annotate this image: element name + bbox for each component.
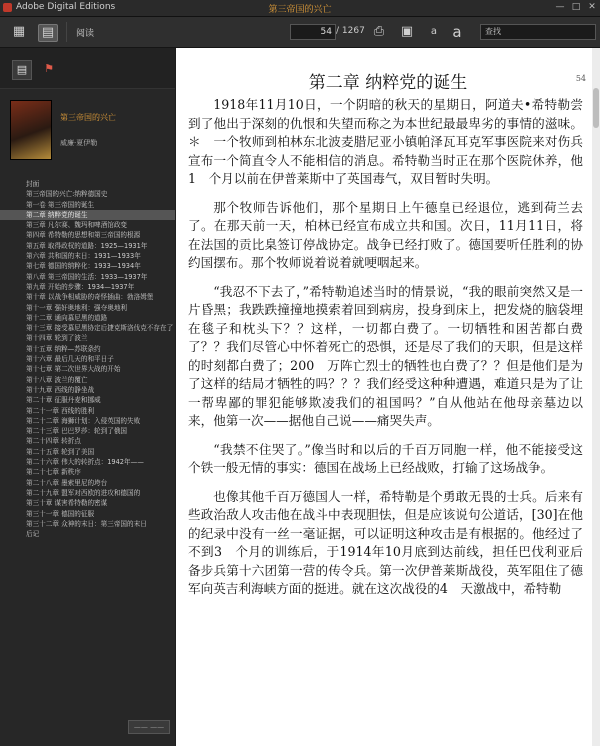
paragraph: “我忍不下去了，”希特勒追述当时的情景说，“我的眼前突然又是一片昏黑；我跌跌撞撞地摸索着回到病房，投身到床上，把发烧的脑袋埋在毯子和枕头下？？这样，一切都白费了。一切牺牲和困苦都白费了？？我们尽管心中怀着死亡的恐惧，还是尽了我们的天职，但是这样的时刻都白费了；200 万阵亡烈士的牺牲也白费了？？但是他们是为了这样的结局才牺牲的吗？？？我们经受这种种遭遇，难道只是为了让一帮卑鄙的罪犯能够欺凌我们的祖国吗？”自从他站在他母亲墓边以来，他第一次——据他自己说——痛哭失声。 bbox=[188, 283, 583, 428]
toc-item[interactable]: 第十三章 接受慕尼黑协定后捷克斯洛伐克不存在了 bbox=[26, 324, 174, 333]
paragraph: 1918年11月10日，一个阴暗的秋天的星期日，阿道夫•希特勒尝到了他出于深刻的仇恨和失望而称之为本世纪最最卑劣的事情的滋味。＊ 一个牧师到柏林东北波麦腊尼亚小镇帕泽瓦耳克军事医院来对伤兵宣布一个简直令人不能相信的消息。希特勒当时正在那个医院休养，他1 个月以前在伊普莱斯中了英国毒气，双目暂时失明。 bbox=[188, 97, 583, 186]
table-of-contents bbox=[0, 179, 175, 539]
toc-item[interactable]: 第二十章 征服丹麦和挪威 bbox=[26, 396, 101, 405]
sidebar bbox=[0, 48, 175, 746]
reading-mode-label[interactable]: 阅读 bbox=[76, 29, 95, 39]
chapter-title: 第二章 纳粹党的诞生 bbox=[308, 73, 468, 93]
toc-item[interactable]: 第二十一章 西线的胜利 bbox=[26, 406, 95, 415]
toc-item[interactable]: 第九章 开始的步骤：1934—1937年 bbox=[26, 282, 135, 291]
book-title: 第三帝国的兴亡 bbox=[60, 113, 116, 122]
toc-tab-icon[interactable]: ▤ bbox=[12, 60, 32, 80]
search-input[interactable]: 查找 bbox=[480, 24, 596, 40]
maximize-button[interactable]: □ bbox=[571, 2, 581, 12]
page-number-input[interactable]: 54 bbox=[290, 24, 336, 40]
toc-item[interactable]: 第一卷 第三帝国的诞生 bbox=[26, 200, 95, 209]
page-total: / 1267 bbox=[336, 26, 365, 36]
app-title: Adobe Digital Editions bbox=[16, 2, 116, 12]
toc-item[interactable]: 第七章 德国的纳粹化：1933—1934年 bbox=[26, 262, 141, 271]
toc-item[interactable]: 第二十二章 海狮计划：入侵英国的失败 bbox=[26, 416, 141, 425]
toc-item[interactable]: 第十九章 西线的静坐战 bbox=[26, 385, 95, 394]
close-button[interactable]: ✕ bbox=[588, 2, 596, 12]
toolbar bbox=[0, 17, 600, 48]
sidebar-tabs bbox=[0, 48, 175, 89]
toc-item[interactable]: 第二十七章 新秩序 bbox=[26, 468, 81, 477]
book-cover bbox=[10, 100, 52, 160]
toc-item[interactable]: 第八章 第三帝国的生活：1933—1937年 bbox=[26, 272, 148, 281]
toc-item[interactable]: 第三十章 谋害希特勒的密谋 bbox=[26, 499, 108, 508]
toc-item[interactable]: 第十八章 波兰的覆亡 bbox=[26, 375, 88, 384]
toc-item[interactable]: 第二十三章 巴巴罗莎：轮到了俄国 bbox=[26, 427, 128, 436]
increase-font-button[interactable]: a bbox=[452, 23, 462, 41]
print-icon[interactable]: ⎙ bbox=[373, 24, 385, 39]
toc-item[interactable]: 第二十四章 转折点 bbox=[26, 437, 81, 446]
toolbar-divider bbox=[66, 22, 67, 42]
bookmarks-tab-icon[interactable]: ⚑ bbox=[44, 62, 54, 75]
decrease-font-button[interactable]: a bbox=[430, 26, 438, 37]
toc-item[interactable]: 第三十一章 德国的征服 bbox=[26, 509, 95, 518]
toc-item[interactable]: 第十一章 强奸奥地利：强夺奥地利 bbox=[26, 303, 128, 312]
paragraph: 那个牧师告诉他们，那个星期日上午德皇已经退位，逃到荷兰去了。在那天前一天，柏林已经宣布成立共和国。次日，11月11日，将在法国的贡比臬签订停战协定。战争已经打败了。德国要听任胜利的协约国摆布。那个牧师说着说着就哽咽起来。 bbox=[188, 199, 583, 270]
page-number: 54 bbox=[575, 74, 586, 83]
title-bar bbox=[0, 0, 600, 17]
toc-item[interactable]: 第二十六章 伟大的转折点：1942年—— bbox=[26, 458, 144, 467]
toc-item[interactable]: 第二十八章 墨索里尼的垮台 bbox=[26, 478, 108, 487]
reading-view-icon[interactable]: ▤ bbox=[38, 24, 58, 42]
toc-item[interactable]: 第二十五章 轮到了美国 bbox=[26, 447, 95, 456]
toc-item[interactable]: 第六章 共和国的末日：1931—1933年 bbox=[26, 252, 141, 261]
toc-item[interactable]: 后记 bbox=[26, 530, 40, 539]
document-title: 第三帝国的兴亡 bbox=[268, 5, 332, 15]
reading-pane bbox=[176, 48, 600, 746]
minimize-button[interactable]: — bbox=[555, 2, 565, 12]
toc-item[interactable]: 第二章 纳粹党的诞生 bbox=[0, 210, 175, 220]
toc-item[interactable]: 封面 bbox=[26, 180, 40, 188]
toc-item[interactable]: 第十四章 轮到了波兰 bbox=[26, 334, 88, 343]
book-author: 威廉·夏伊勒 bbox=[60, 139, 98, 147]
fit-page-icon[interactable]: ▣ bbox=[400, 24, 414, 39]
sidebar-scroll-control[interactable]: —— —— bbox=[128, 720, 170, 734]
library-view-icon[interactable]: ▦ bbox=[12, 24, 26, 39]
toc-item[interactable]: 第十七章 第二次世界大战的开始 bbox=[26, 365, 121, 374]
toc-item[interactable]: 第五章 取得政权的道路：1925—1931年 bbox=[26, 241, 148, 250]
toc-item[interactable]: 第十二章 通向慕尼黑的道路 bbox=[26, 313, 108, 322]
toc-item[interactable]: 第三章 凡尔赛、魏玛和啤酒馆政变 bbox=[26, 221, 128, 230]
toc-item[interactable]: 第十六章 最后几天的和平日子 bbox=[26, 355, 114, 364]
toc-item[interactable]: 第二十九章 盟军对西欧的进攻和德国的 bbox=[26, 488, 141, 497]
paragraph: 也像其他千百万德国人一样，希特勒是个勇敢无畏的士兵。后来有些政治敌人攻击他在战斗中表现胆怯，但是应该说句公道话，[30]在他的纪录中没有一丝一毫证据，可以证明这种攻击是有根据的。他经过了不到3 个月的训练后，于1914年10月底到达前线，担任巴伐利亚后备步兵第十六团第一营的传令兵。第一次伊普莱斯战役，英军阻住了德军向英吉利海峡方面的挺进。就在这次战役的4 天激战中，希特勒 bbox=[188, 488, 583, 596]
toc-item[interactable]: 第三十二章 众神的末日：第三帝国的末日 bbox=[26, 519, 147, 528]
toc-item[interactable]: 第三帝国的兴亡:纳粹德国史 bbox=[26, 190, 108, 199]
toc-item[interactable]: 第四章 希特勒的思想和第三帝国的根源 bbox=[26, 231, 141, 240]
chapter-body bbox=[188, 96, 583, 609]
toc-item[interactable]: 第十五章 纳粹—苏联条约 bbox=[26, 344, 101, 353]
paragraph: “我禁不住哭了。”像当时和以后的千百万同胞一样，他不能接受这个铁一般无情的事实：德国在战场上已经战败，打输了这场战争。 bbox=[188, 441, 583, 475]
toc-item[interactable]: 第十章 以战争相威胁的奇怪插曲：勃洛姆堡 bbox=[26, 293, 154, 302]
window-controls bbox=[555, 2, 597, 12]
reader-scrollbar[interactable] bbox=[592, 48, 600, 746]
scroll-thumb[interactable] bbox=[593, 88, 599, 128]
